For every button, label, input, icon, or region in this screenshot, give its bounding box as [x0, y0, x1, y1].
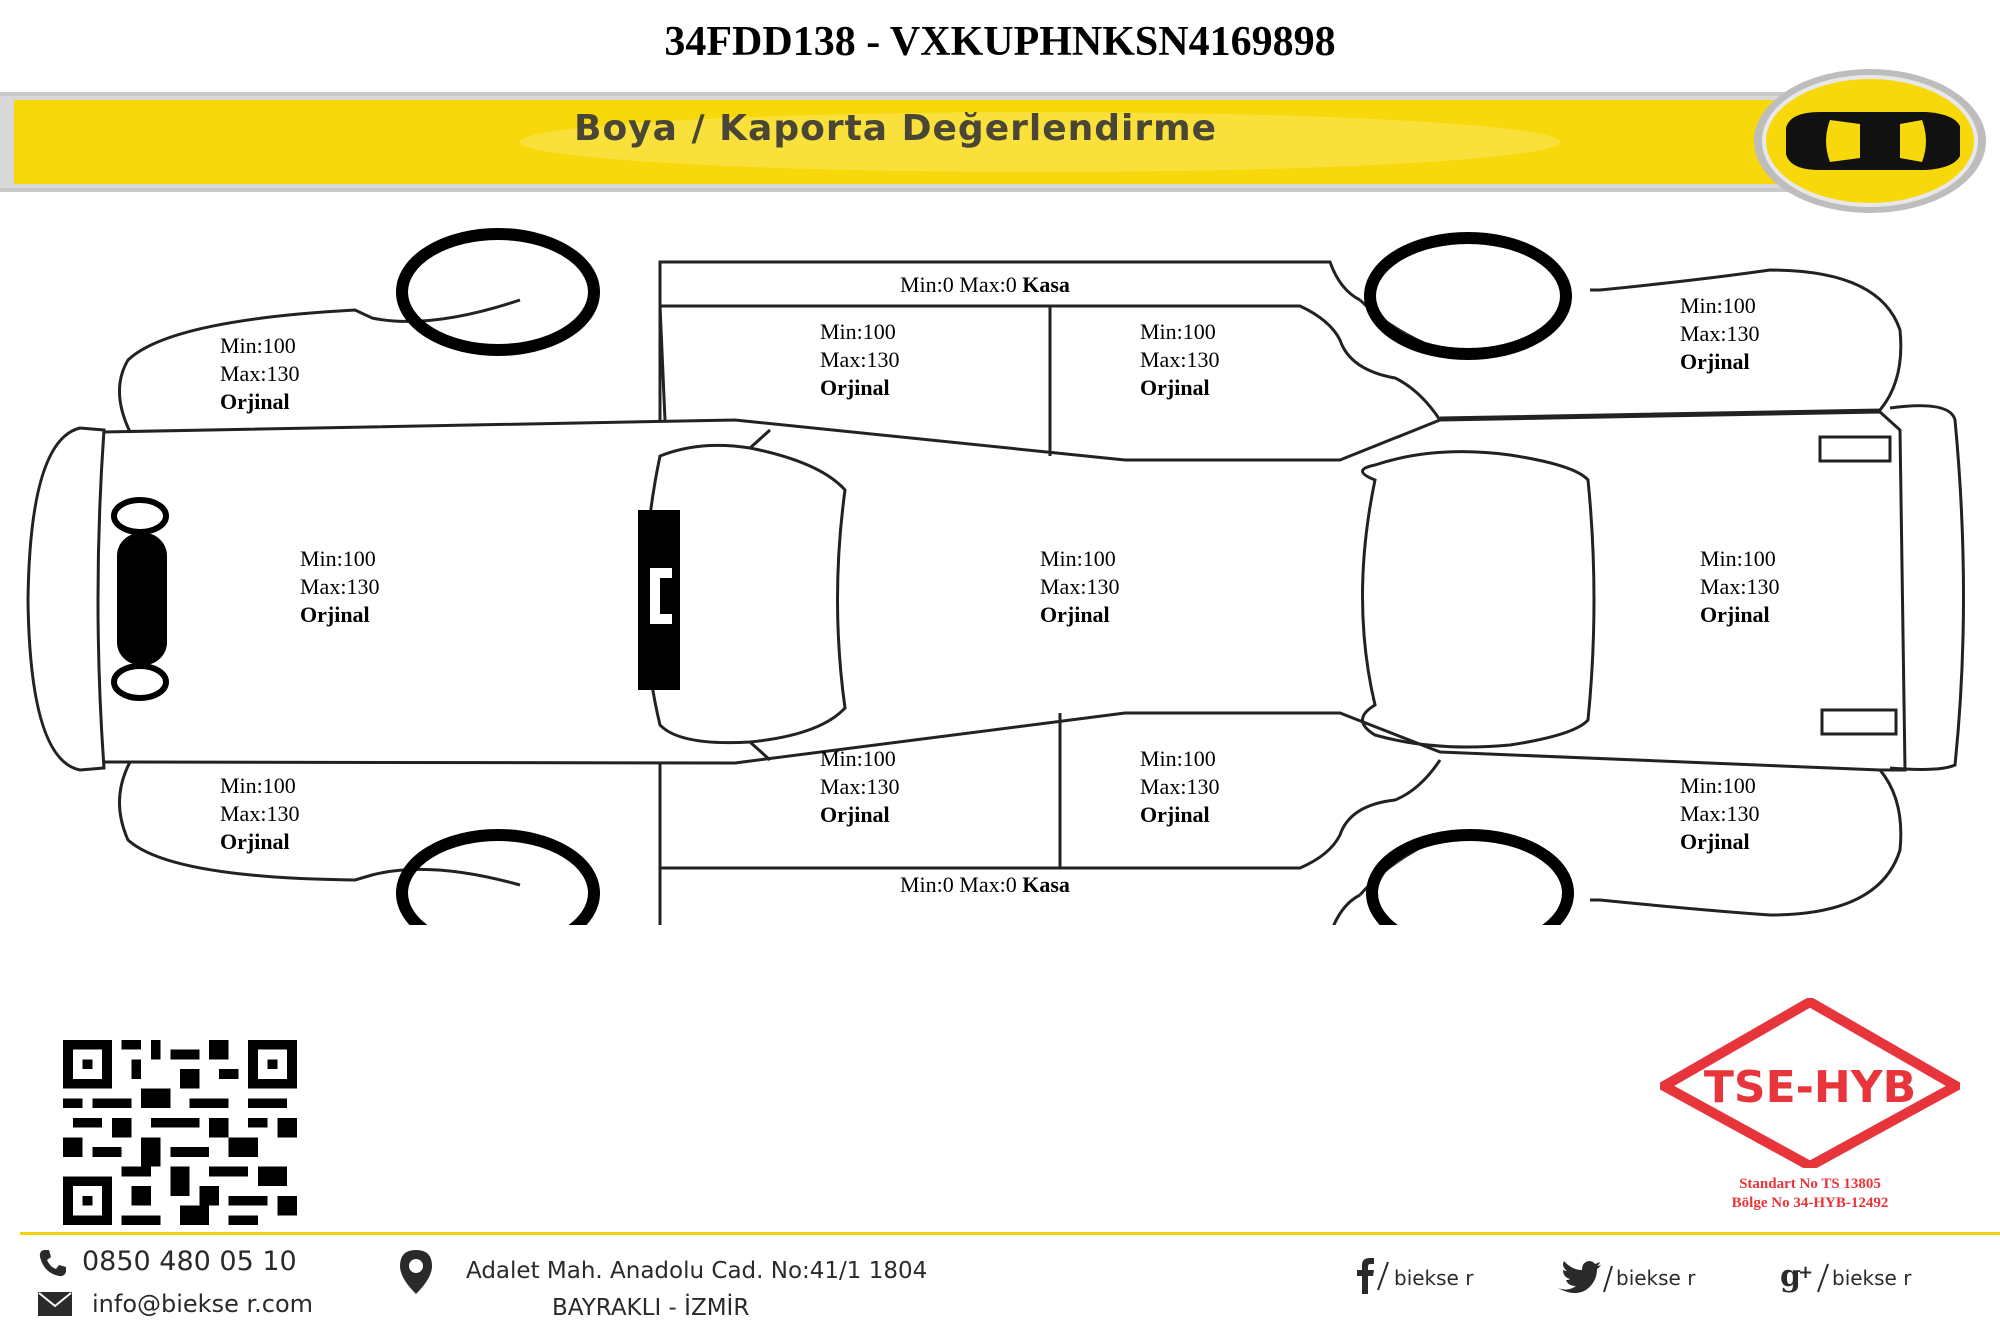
tse-region-text: Bölge No 34-HYB-12492	[1731, 1195, 1889, 1211]
mail-icon	[38, 1292, 72, 1316]
panel-kasa-top	[900, 272, 1070, 298]
panel-front-fender-right	[220, 772, 299, 856]
panel-front-door-right	[820, 745, 899, 829]
panel-max: Max:130	[220, 361, 300, 386]
location-pin-icon	[396, 1248, 436, 1296]
panel-status: Orjinal	[220, 829, 290, 854]
panel-trunk	[1700, 545, 1779, 629]
panel-kasa-bottom-status: Kasa	[1022, 872, 1070, 897]
panel-front-door-left	[820, 318, 899, 402]
banner-title: Boya / Kaporta Değerlendirme	[574, 108, 1218, 149]
panel-status: Orjinal	[1700, 602, 1770, 627]
panel-min: Min:100	[220, 333, 296, 358]
panel-max: Max:130	[820, 347, 900, 372]
panel-kasa-top-minmax: Min:0 Max:0	[900, 272, 1017, 297]
footer-facebook[interactable]: biekse r	[1394, 1266, 1474, 1290]
panel-kasa-bottom	[900, 872, 1070, 898]
panel-status: Orjinal	[820, 375, 890, 400]
panel-min: Min:100	[1680, 293, 1756, 318]
panel-min: Min:100	[1700, 546, 1776, 571]
panel-rear-door-right	[1140, 745, 1219, 829]
qr-code-icon	[60, 1040, 300, 1225]
footer-email[interactable]: info@biekse r.com	[92, 1290, 314, 1318]
google-plus-icon[interactable]	[1780, 1258, 1832, 1296]
panel-front-fender-left	[220, 332, 299, 416]
panel-max: Max:130	[1140, 347, 1220, 372]
panel-min: Min:100	[1680, 773, 1756, 798]
twitter-icon[interactable]	[1556, 1260, 1614, 1296]
panel-kasa-top-status: Kasa	[1022, 272, 1070, 297]
footer-divider	[20, 1232, 2000, 1235]
panel-status: Orjinal	[1680, 349, 1750, 374]
svg-text:+: +	[1798, 1262, 1814, 1283]
panel-max: Max:130	[1680, 801, 1760, 826]
panel-min: Min:100	[1140, 319, 1216, 344]
panel-roof	[1040, 545, 1119, 629]
footer-address-line2: BAYRAKLI - İZMİR	[552, 1295, 750, 1321]
panel-status: Orjinal	[1140, 802, 1210, 827]
panel-max: Max:130	[1700, 574, 1780, 599]
panel-min: Min:100	[820, 319, 896, 344]
footer-address-line1: Adalet Mah. Anadolu Cad. No:41/1 1804	[466, 1258, 928, 1284]
panel-rear-fender-left	[1680, 292, 1759, 376]
panel-max: Max:130	[1040, 574, 1120, 599]
panel-min: Min:100	[1140, 746, 1216, 771]
tse-hyb-logo	[1660, 998, 1960, 1168]
panel-min: Min:100	[220, 773, 296, 798]
panel-max: Max:130	[220, 801, 300, 826]
panel-kasa-bottom-minmax: Min:0 Max:0	[900, 872, 1017, 897]
panel-status: Orjinal	[300, 602, 370, 627]
panel-status: Orjinal	[1140, 375, 1210, 400]
facebook-icon[interactable]	[1348, 1256, 1392, 1296]
panel-rear-fender-right	[1680, 772, 1759, 856]
footer-googleplus[interactable]: biekse r	[1832, 1266, 1912, 1290]
panel-hood	[300, 545, 379, 629]
footer-phone[interactable]: 0850 480 05 10	[82, 1246, 297, 1277]
phone-icon	[38, 1248, 68, 1278]
tse-standard-text: Standart No TS 13805	[1739, 1176, 1881, 1192]
panel-min: Min:100	[300, 546, 376, 571]
panel-max: Max:130	[300, 574, 380, 599]
panel-max: Max:130	[1140, 774, 1220, 799]
car-top-view-icon	[1750, 66, 1990, 216]
panel-status: Orjinal	[1680, 829, 1750, 854]
document-title: 34FDD138 - VXKUPHNKSN4169898	[664, 19, 1336, 65]
svg-text:g: g	[1780, 1259, 1801, 1294]
panel-max: Max:130	[1680, 321, 1760, 346]
footer-twitter[interactable]: biekse r	[1616, 1266, 1696, 1290]
panel-min: Min:100	[820, 746, 896, 771]
panel-status: Orjinal	[820, 802, 890, 827]
tse-logo-text: TSE-HYB	[1703, 1062, 1917, 1113]
panel-status: Orjinal	[1040, 602, 1110, 627]
panel-rear-door-left	[1140, 318, 1219, 402]
panel-status: Orjinal	[220, 389, 290, 414]
panel-min: Min:100	[1040, 546, 1116, 571]
panel-max: Max:130	[820, 774, 900, 799]
